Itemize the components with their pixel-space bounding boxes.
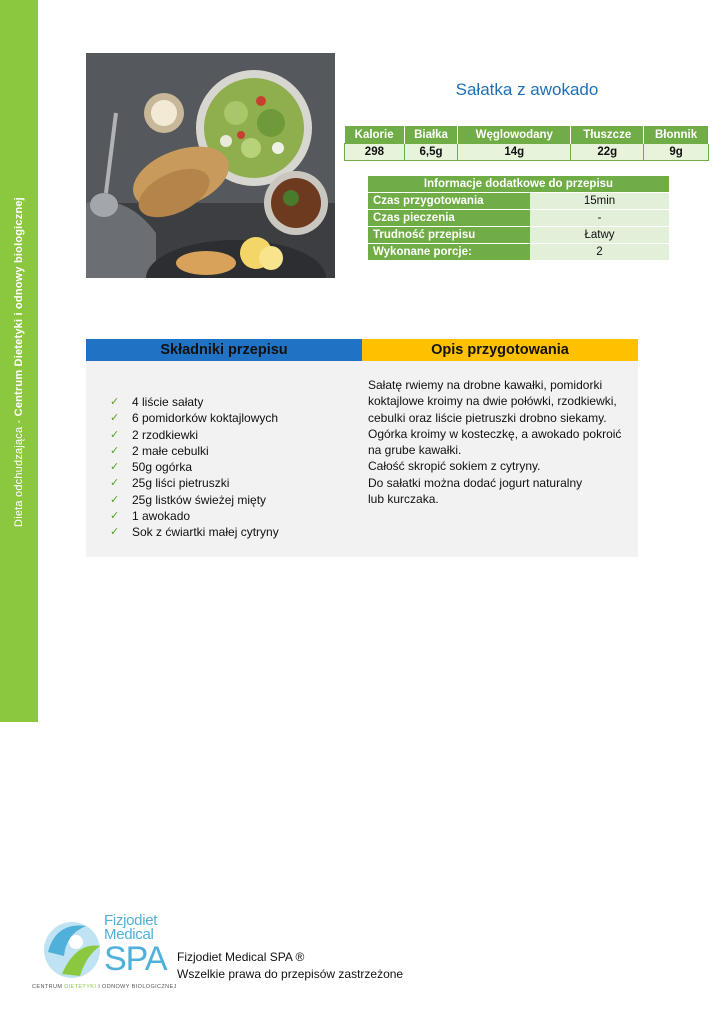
check-icon: ✓ (110, 412, 120, 425)
company-logo (32, 912, 177, 994)
nutrition-value: 14g (458, 144, 571, 161)
check-icon: ✓ (110, 461, 120, 474)
info-label: Wykonane porcje: (368, 244, 530, 261)
footer (177, 949, 403, 983)
nutrition-header: Błonnik (644, 126, 709, 144)
recipe-section (86, 339, 638, 557)
nutrition-table (344, 126, 709, 161)
sidebar-label: Dieta odchudzająca - Centrum Dietetyki i odnowy biologicznej (13, 197, 25, 527)
logo-tagline: CENTRUM DIETETYKI I ODNOWY BIOLOGICZNEJ (32, 984, 177, 990)
nutrition-value: 9g (644, 144, 709, 161)
check-icon: ✓ (110, 444, 120, 457)
info-value: - (530, 210, 669, 227)
info-table (368, 176, 669, 261)
ingredients-header: Składniki przepisu (86, 339, 362, 361)
nutrition-header: Kalorie (345, 126, 405, 144)
nutrition-header: Białka (404, 126, 457, 144)
recipe-photo (86, 53, 335, 278)
recipe-title: Sałatka z awokado (455, 80, 599, 99)
list-item: ✓ 2 małe cebulki (110, 443, 209, 458)
sidebar (0, 0, 38, 722)
nutrition-header: Tłuszcze (571, 126, 644, 144)
info-value: Łatwy (530, 227, 669, 244)
preparation-header: Opis przygotowania (362, 339, 638, 361)
list-item: ✓ 2 rzodkiewki (110, 427, 199, 442)
list-item: ✓ 25g liści pietruszki (110, 476, 230, 491)
list-item: ✓ 4 liście sałaty (110, 395, 204, 409)
check-icon: ✓ (110, 493, 120, 506)
info-header: Informacje dodatkowe do przepisu (368, 176, 669, 193)
logo-spa: SPA (104, 940, 167, 978)
list-item: ✓ 25g listków świeżej mięty (110, 492, 267, 507)
check-icon: ✓ (110, 396, 120, 408)
nutrition-value: 22g (571, 144, 644, 161)
nutrition-value: 298 (345, 144, 405, 161)
nutrition-value: 6,5g (404, 144, 457, 161)
ingredients-list (110, 394, 279, 541)
check-icon: ✓ (110, 428, 120, 441)
check-icon: ✓ (110, 477, 120, 490)
check-icon: ✓ (110, 510, 120, 523)
list-item: ✓ 1 awokado (110, 509, 191, 524)
info-value: 2 (530, 244, 669, 261)
footer-line: Wszelkie prawa do przepisów zastrzeżone (177, 967, 404, 981)
logo-wordmark: Fizjodiet Medical (104, 912, 158, 943)
info-label: Czas przygotowania (368, 193, 530, 210)
check-icon: ✓ (110, 526, 120, 539)
info-value: 15min (530, 193, 669, 210)
logo-figure-icon (36, 912, 106, 982)
preparation-text: Sałatę rwiemy na drobne kawałki, pomidorki koktajlowe kroimy na dwie połówki, rzodkiewki, cebulki oraz liście pietruszki drobno siekamy. Ogórka kroimy w kosteczkę, a awokado pokroić na grube kawałki. Całość skropić sokiem z cytryny. Do sałatki można dodać jogurt naturalny lub kurczaka. (368, 378, 622, 507)
info-label: Czas pieczenia (368, 210, 530, 227)
list-item: ✓ 6 pomidorków koktajlowych (110, 411, 279, 426)
nutrition-header: Węglowodany (458, 126, 571, 144)
list-item: ✓ Sok z ćwiartki małej cytryny (110, 525, 279, 540)
footer-line: Fizjodiet Medical SPA ® (177, 950, 305, 964)
list-item: ✓ 50g ogórka (110, 460, 193, 475)
info-label: Trudność przepisu (368, 227, 530, 244)
